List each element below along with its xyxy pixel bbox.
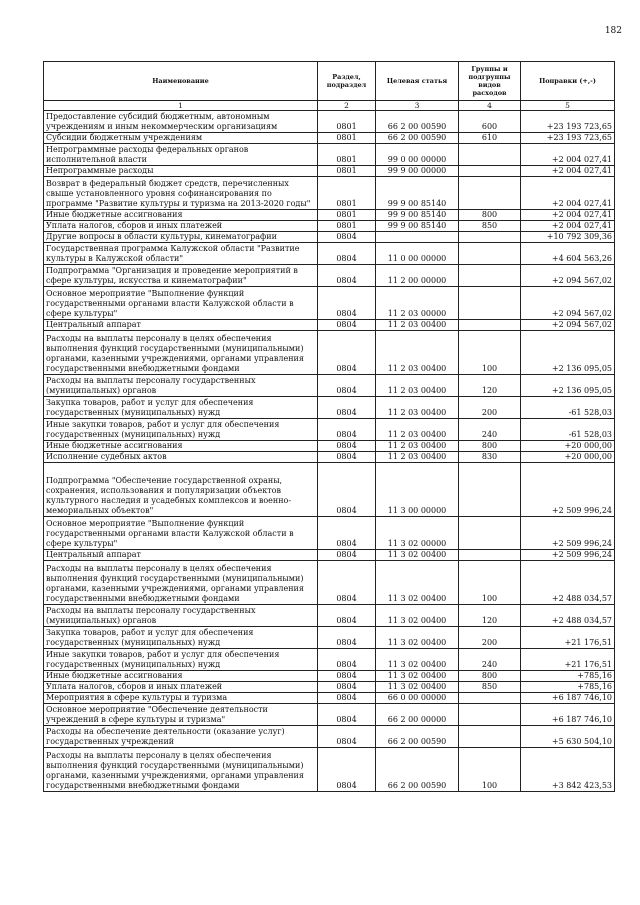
row-target-article: 11 2 03 00400 — [376, 331, 459, 375]
row-expense-group — [459, 287, 521, 320]
row-expense-group: 610 — [459, 133, 521, 144]
row-name: Центральный аппарат — [44, 550, 318, 561]
row-section: 0801 — [318, 111, 376, 133]
table-row — [44, 748, 615, 792]
row-name: Уплата налогов, сборов и иных платежей — [44, 682, 318, 693]
row-section: 0804 — [318, 649, 376, 671]
row-target-article: 11 3 02 00400 — [376, 605, 459, 627]
row-section: 0804 — [318, 375, 376, 397]
row-expense-group — [459, 704, 521, 726]
table-row — [44, 671, 615, 682]
row-target-article: 66 0 00 00000 — [376, 693, 459, 704]
row-section: 0801 — [318, 221, 376, 232]
row-section: 0804 — [318, 726, 376, 748]
table-row — [44, 133, 615, 144]
row-amendment-amount: +3 842 423,53 — [521, 748, 615, 792]
row-target-article: 11 2 03 00400 — [376, 441, 459, 452]
row-expense-group: 240 — [459, 419, 521, 441]
row-target-article: 66 2 00 00590 — [376, 726, 459, 748]
table-row — [44, 221, 615, 232]
page-number: 182 — [604, 26, 622, 36]
row-target-article: 11 2 03 00000 — [376, 287, 459, 320]
row-expense-group: 800 — [459, 671, 521, 682]
row-expense-group — [459, 320, 521, 331]
column-number: 5 — [521, 101, 615, 111]
table-row — [44, 287, 615, 320]
table-row — [44, 463, 615, 517]
row-amendment-amount: +2 136 095,05 — [521, 375, 615, 397]
row-name: Непрограммные расходы федеральных органов исполнительной власти — [44, 144, 318, 166]
row-amendment-amount: +2 004 027,41 — [521, 144, 615, 166]
row-target-article: 11 2 03 00400 — [376, 375, 459, 397]
table-row — [44, 265, 615, 287]
table-row — [44, 419, 615, 441]
header-amendments: Поправки (+,-) — [521, 62, 615, 101]
row-amendment-amount: +20 000,00 — [521, 452, 615, 463]
row-amendment-amount: +2 509 996,24 — [521, 550, 615, 561]
row-section: 0804 — [318, 748, 376, 792]
header-target: Целевая статья — [376, 62, 459, 101]
row-expense-group — [459, 463, 521, 517]
row-target-article: 66 2 00 00590 — [376, 748, 459, 792]
row-target-article: 11 3 02 00400 — [376, 682, 459, 693]
row-target-article: 11 2 03 00400 — [376, 320, 459, 331]
row-expense-group — [459, 166, 521, 177]
table-row — [44, 726, 615, 748]
row-section: 0804 — [318, 693, 376, 704]
row-amendment-amount: +2 488 034,57 — [521, 605, 615, 627]
row-target-article: 99 9 00 85140 — [376, 210, 459, 221]
row-target-article: 99 0 00 00000 — [376, 144, 459, 166]
row-expense-group — [459, 265, 521, 287]
row-name: Другие вопросы в области культуры, кинематографии — [44, 232, 318, 243]
row-amendment-amount: +21 176,51 — [521, 627, 615, 649]
row-expense-group — [459, 693, 521, 704]
table-row — [44, 232, 615, 243]
row-amendment-amount: +2 136 095,05 — [521, 331, 615, 375]
row-expense-group: 200 — [459, 627, 521, 649]
row-section: 0804 — [318, 397, 376, 419]
table-row — [44, 627, 615, 649]
row-amendment-amount: +23 193 723,65 — [521, 111, 615, 133]
table-row — [44, 331, 615, 375]
table-row — [44, 561, 615, 605]
row-section: 0804 — [318, 441, 376, 452]
row-target-article: 11 3 02 00400 — [376, 671, 459, 682]
row-target-article: 11 3 02 00400 — [376, 550, 459, 561]
table-row — [44, 693, 615, 704]
row-section: 0801 — [318, 133, 376, 144]
row-name: Расходы на выплаты персоналу в целях обеспечения выполнения функций государственными (муниципальными) органами, казенными учреждениями, органами управления государственными внебюджетными фондами — [44, 561, 318, 605]
row-target-article: 11 0 00 00000 — [376, 243, 459, 265]
row-amendment-amount: +5 630 504,10 — [521, 726, 615, 748]
row-amendment-amount: +2 094 567,02 — [521, 265, 615, 287]
row-amendment-amount: +2 488 034,57 — [521, 561, 615, 605]
table-row — [44, 111, 615, 133]
row-name: Центральный аппарат — [44, 320, 318, 331]
column-number: 1 — [44, 101, 318, 111]
row-expense-group: 200 — [459, 397, 521, 419]
table-row — [44, 210, 615, 221]
row-name: Основное мероприятие "Обеспечение деятельности учреждений в сфере культуры и туризма" — [44, 704, 318, 726]
row-section: 0804 — [318, 704, 376, 726]
row-amendment-amount: +6 187 746,10 — [521, 693, 615, 704]
header-groups: Группы и подгруппы видов расходов — [459, 62, 521, 101]
row-amendment-amount: +23 193 723,65 — [521, 133, 615, 144]
row-target-article: 99 9 00 85140 — [376, 221, 459, 232]
row-section: 0804 — [318, 265, 376, 287]
row-section: 0804 — [318, 287, 376, 320]
row-expense-group — [459, 177, 521, 210]
row-amendment-amount: +2 094 567,02 — [521, 287, 615, 320]
row-expense-group: 800 — [459, 441, 521, 452]
row-name: Закупка товаров, работ и услуг для обеспечения государственных (муниципальных) нужд — [44, 397, 318, 419]
row-name: Возврат в федеральный бюджет средств, перечисленных свыше установленного уровня софинансирования по программе "Развитие культуры и туризма на 2013-2020 годы" — [44, 177, 318, 210]
table-row — [44, 704, 615, 726]
row-section: 0804 — [318, 331, 376, 375]
row-expense-group: 600 — [459, 111, 521, 133]
column-number: 4 — [459, 101, 521, 111]
row-target-article: 66 2 00 00000 — [376, 704, 459, 726]
row-name: Государственная программа Калужской области "Развитие культуры в Калужской области" — [44, 243, 318, 265]
table-row — [44, 517, 615, 550]
row-section: 0804 — [318, 682, 376, 693]
table-row — [44, 243, 615, 265]
table-row — [44, 397, 615, 419]
row-amendment-amount: +2 004 027,41 — [521, 166, 615, 177]
table-row — [44, 166, 615, 177]
row-target-article: 66 2 00 00590 — [376, 111, 459, 133]
row-expense-group: 120 — [459, 605, 521, 627]
row-section: 0804 — [318, 517, 376, 550]
row-amendment-amount: +2 509 996,24 — [521, 463, 615, 517]
column-number: 3 — [376, 101, 459, 111]
column-number-row — [44, 101, 615, 111]
row-name: Расходы на выплаты персоналу в целях обеспечения выполнения функций государственными (муниципальными) органами, казенными учреждениями, органами управления государственными внебюджетными фондами — [44, 331, 318, 375]
table-row — [44, 682, 615, 693]
table-row — [44, 605, 615, 627]
row-expense-group — [459, 726, 521, 748]
row-section: 0801 — [318, 210, 376, 221]
column-number: 2 — [318, 101, 376, 111]
row-target-article: 11 2 00 00000 — [376, 265, 459, 287]
row-name: Иные бюджетные ассигнования — [44, 441, 318, 452]
row-section: 0804 — [318, 320, 376, 331]
row-target-article: 66 2 00 00590 — [376, 133, 459, 144]
row-amendment-amount: +785,16 — [521, 682, 615, 693]
row-expense-group — [459, 144, 521, 166]
row-name: Исполнение судебных актов — [44, 452, 318, 463]
row-amendment-amount: +6 187 746,10 — [521, 704, 615, 726]
row-section: 0804 — [318, 627, 376, 649]
row-name: Иные закупки товаров, работ и услуг для обеспечения государственных (муниципальных) нужд — [44, 649, 318, 671]
row-target-article: 11 2 03 00400 — [376, 452, 459, 463]
row-name: Иные закупки товаров, работ и услуг для обеспечения государственных (муниципальных) нужд — [44, 419, 318, 441]
row-name: Иные бюджетные ассигнования — [44, 210, 318, 221]
row-name: Основное мероприятие "Выполнение функций государственными органами власти Калужской области в сфере культуры" — [44, 287, 318, 320]
row-name: Предоставление субсидий бюджетным, автономным учреждениям и иным некоммерческим организациям — [44, 111, 318, 133]
row-expense-group: 830 — [459, 452, 521, 463]
table-row — [44, 320, 615, 331]
table-row — [44, 441, 615, 452]
row-target-article: 99 9 00 00000 — [376, 166, 459, 177]
row-section: 0801 — [318, 177, 376, 210]
row-target-article: 11 2 03 00400 — [376, 397, 459, 419]
row-name: Расходы на выплаты персоналу государственных (муниципальных) органов — [44, 375, 318, 397]
row-name: Субсидии бюджетным учреждениям — [44, 133, 318, 144]
row-name: Основное мероприятие "Выполнение функций государственными органами власти Калужской области в сфере культуры" — [44, 517, 318, 550]
row-section: 0801 — [318, 144, 376, 166]
table-header-row — [44, 62, 615, 101]
header-name: Наименование — [44, 62, 318, 101]
row-section: 0804 — [318, 605, 376, 627]
row-amendment-amount: +4 604 563,26 — [521, 243, 615, 265]
row-expense-group: 850 — [459, 682, 521, 693]
row-name: Мероприятия в сфере культуры и туризма — [44, 693, 318, 704]
row-expense-group — [459, 550, 521, 561]
row-expense-group: 100 — [459, 561, 521, 605]
row-expense-group: 120 — [459, 375, 521, 397]
row-name: Закупка товаров, работ и услуг для обеспечения государственных (муниципальных) нужд — [44, 627, 318, 649]
table-row — [44, 144, 615, 166]
row-section: 0804 — [318, 419, 376, 441]
row-amendment-amount: +21 176,51 — [521, 649, 615, 671]
row-name: Непрограммные расходы — [44, 166, 318, 177]
row-section: 0804 — [318, 452, 376, 463]
row-expense-group: 100 — [459, 748, 521, 792]
row-amendment-amount: +785,16 — [521, 671, 615, 682]
row-expense-group — [459, 243, 521, 265]
row-target-article: 11 3 02 00000 — [376, 517, 459, 550]
row-target-article: 11 3 00 00000 — [376, 463, 459, 517]
row-amendment-amount: +2 094 567,02 — [521, 320, 615, 331]
row-expense-group — [459, 517, 521, 550]
row-name: Подпрограмма "Организация и проведение мероприятий в сфере культуры, искусства и кинематографии" — [44, 265, 318, 287]
row-name: Уплата налогов, сборов и иных платежей — [44, 221, 318, 232]
table-row — [44, 177, 615, 210]
row-expense-group: 800 — [459, 210, 521, 221]
row-target-article: 11 3 02 00400 — [376, 561, 459, 605]
row-section: 0804 — [318, 463, 376, 517]
row-amendment-amount: -61 528,03 — [521, 419, 615, 441]
header-section: Раздел, подраздел — [318, 62, 376, 101]
row-target-article: 99 9 00 85140 — [376, 177, 459, 210]
row-expense-group — [459, 232, 521, 243]
row-name: Расходы на выплаты персоналу в целях обеспечения выполнения функций государственными (муниципальными) органами, казенными учреждениями, органами управления государственными внебюджетными фондами — [44, 748, 318, 792]
row-target-article — [376, 232, 459, 243]
row-amendment-amount: +20 000,00 — [521, 441, 615, 452]
row-amendment-amount: +2 004 027,41 — [521, 210, 615, 221]
table-body — [44, 111, 615, 792]
row-amendment-amount: +2 004 027,41 — [521, 221, 615, 232]
row-section: 0804 — [318, 671, 376, 682]
row-section: 0804 — [318, 232, 376, 243]
row-expense-group: 850 — [459, 221, 521, 232]
row-name: Подпрограмма "Обеспечение государственной охраны, сохранения, использования и популяризации объектов культурного наследия и усадебных комплексов и военно-мемориальных объектов" — [44, 463, 318, 517]
row-section: 0804 — [318, 561, 376, 605]
row-amendment-amount: +10 792 309,36 — [521, 232, 615, 243]
row-expense-group: 240 — [459, 649, 521, 671]
row-target-article: 11 3 02 00400 — [376, 649, 459, 671]
row-section: 0801 — [318, 166, 376, 177]
row-name: Иные бюджетные ассигнования — [44, 671, 318, 682]
row-name: Расходы на обеспечение деятельности (оказание услуг) государственных учреждений — [44, 726, 318, 748]
row-section: 0804 — [318, 243, 376, 265]
row-section: 0804 — [318, 550, 376, 561]
table-row — [44, 649, 615, 671]
row-name: Расходы на выплаты персоналу государственных (муниципальных) органов — [44, 605, 318, 627]
budget-amendments-table — [43, 61, 615, 792]
row-amendment-amount: -61 528,03 — [521, 397, 615, 419]
row-target-article: 11 3 02 00400 — [376, 627, 459, 649]
row-expense-group: 100 — [459, 331, 521, 375]
row-amendment-amount: +2 509 996,24 — [521, 517, 615, 550]
row-amendment-amount: +2 004 027,41 — [521, 177, 615, 210]
table-row — [44, 550, 615, 561]
table-row — [44, 452, 615, 463]
row-target-article: 11 2 03 00400 — [376, 419, 459, 441]
table-row — [44, 375, 615, 397]
